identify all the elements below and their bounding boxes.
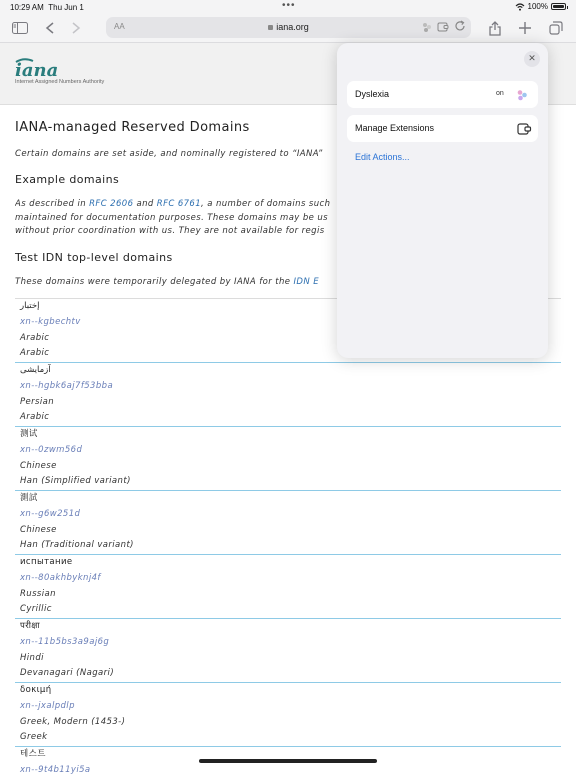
rfc2606-link[interactable]: RFC 2606 [89,199,134,209]
table-row [15,490,561,554]
extensions-icon[interactable] [437,21,449,36]
script: Arabic [20,348,50,359]
dyslexia-state: on [496,90,504,97]
native-name: испытание [20,557,73,567]
manage-extensions-row[interactable] [347,115,538,142]
dyslexia-icon [515,87,529,101]
page-title: IANA-managed Reserved Domains [15,120,250,135]
new-tab-icon[interactable] [516,19,534,37]
language: Persian [20,396,55,407]
language: Arabic [20,332,50,343]
edit-actions-link[interactable]: Edit Actions... [355,152,410,162]
native-name: δοκιμή [20,685,52,695]
native-name: 測試 [20,493,38,503]
table-row [15,682,561,746]
domain-code: xn--hgbk6aj7f53bba [20,380,114,391]
native-name: 测试 [20,429,38,439]
table-row [15,362,561,426]
script: Devanagari (Nagari) [20,668,115,679]
language: Hindi [20,652,44,663]
native-name: परीक्षा [20,621,41,631]
logo-tagline: Internet Assigned Numbers Authority [15,79,105,85]
status-bar [0,0,576,14]
domain-code: xn--jxalpdlp [20,700,75,711]
script: Arabic [20,412,50,423]
idn-intro-paragraph: These domains were temporarily delegated by IANA for the IDN E [15,277,319,287]
language: Russian [20,588,56,599]
domain-code: xn--80akhbyknj4f [20,572,101,583]
script: Han (Simplified variant) [20,476,131,487]
script: Greek [20,732,48,743]
url-field[interactable]: iana.org [106,22,471,32]
home-indicator[interactable] [199,759,377,763]
dyslexia-label: Dyslexia [355,89,390,99]
logo-text: iana [15,60,59,79]
extensions-popover [337,43,548,358]
example-domains-heading: Example domains [15,173,120,186]
table-row [15,554,561,618]
language: Greek, Modern (1453-) [20,716,126,727]
native-name: آزمایشی [20,365,51,375]
back-icon[interactable] [41,19,59,37]
domain-code: xn--11b5bs3a9aj6g [20,636,110,647]
domain-code: xn--g6w251d [20,508,81,519]
native-name: إختبار [20,301,40,311]
text-size-button[interactable]: AA [114,22,125,31]
browser-toolbar [0,14,576,43]
rfc6761-link[interactable]: RFC 6761 [156,199,202,209]
manage-extensions-label: Manage Extensions [355,123,435,133]
close-icon[interactable]: ✕ [524,51,540,67]
address-bar[interactable] [106,17,471,38]
forward-icon[interactable] [67,19,85,37]
idn-table [15,298,561,779]
status-right [515,2,566,11]
domain-code: xn--kgbechtv [20,316,81,327]
sidebar-icon[interactable] [11,19,29,37]
language: Chinese [20,524,57,535]
wifi-icon [515,3,525,11]
table-row [15,618,561,682]
dyslexia-extension-icon[interactable] [421,21,433,36]
test-idn-heading: Test IDN top-level domains [15,251,173,264]
idn-link[interactable]: IDN E [293,277,319,287]
lock-icon [268,25,273,30]
domain-code: xn--9t4b11yi5a [20,764,91,775]
script: Cyrillic [20,604,52,615]
battery-percent: 100% [527,2,548,11]
script: Han (Traditional variant) [20,540,134,551]
battery-icon [551,3,566,10]
table-row [15,426,561,490]
intro-paragraph: Certain domains are set aside, and nominally registered to “IANA” [15,149,323,159]
share-icon[interactable] [486,19,504,37]
dyslexia-extension-row[interactable] [347,81,538,108]
multitasking-dots-icon[interactable]: ••• [282,0,296,11]
reload-icon[interactable] [454,20,466,35]
native-name: 테스트 [20,749,46,759]
puzzle-icon [517,121,531,135]
example-paragraph: As described in RFC 2606 and RFC 6761, a number of domains such maintained for documentation purposes. These domains may be us without prior coordination with us. They are not available for regis [15,199,331,236]
status-time: 10:29 AM Thu Jun 1 [10,3,84,12]
domain-code: xn--0zwm56d [20,444,83,455]
language: Chinese [20,460,57,471]
tabs-icon[interactable] [547,19,565,37]
